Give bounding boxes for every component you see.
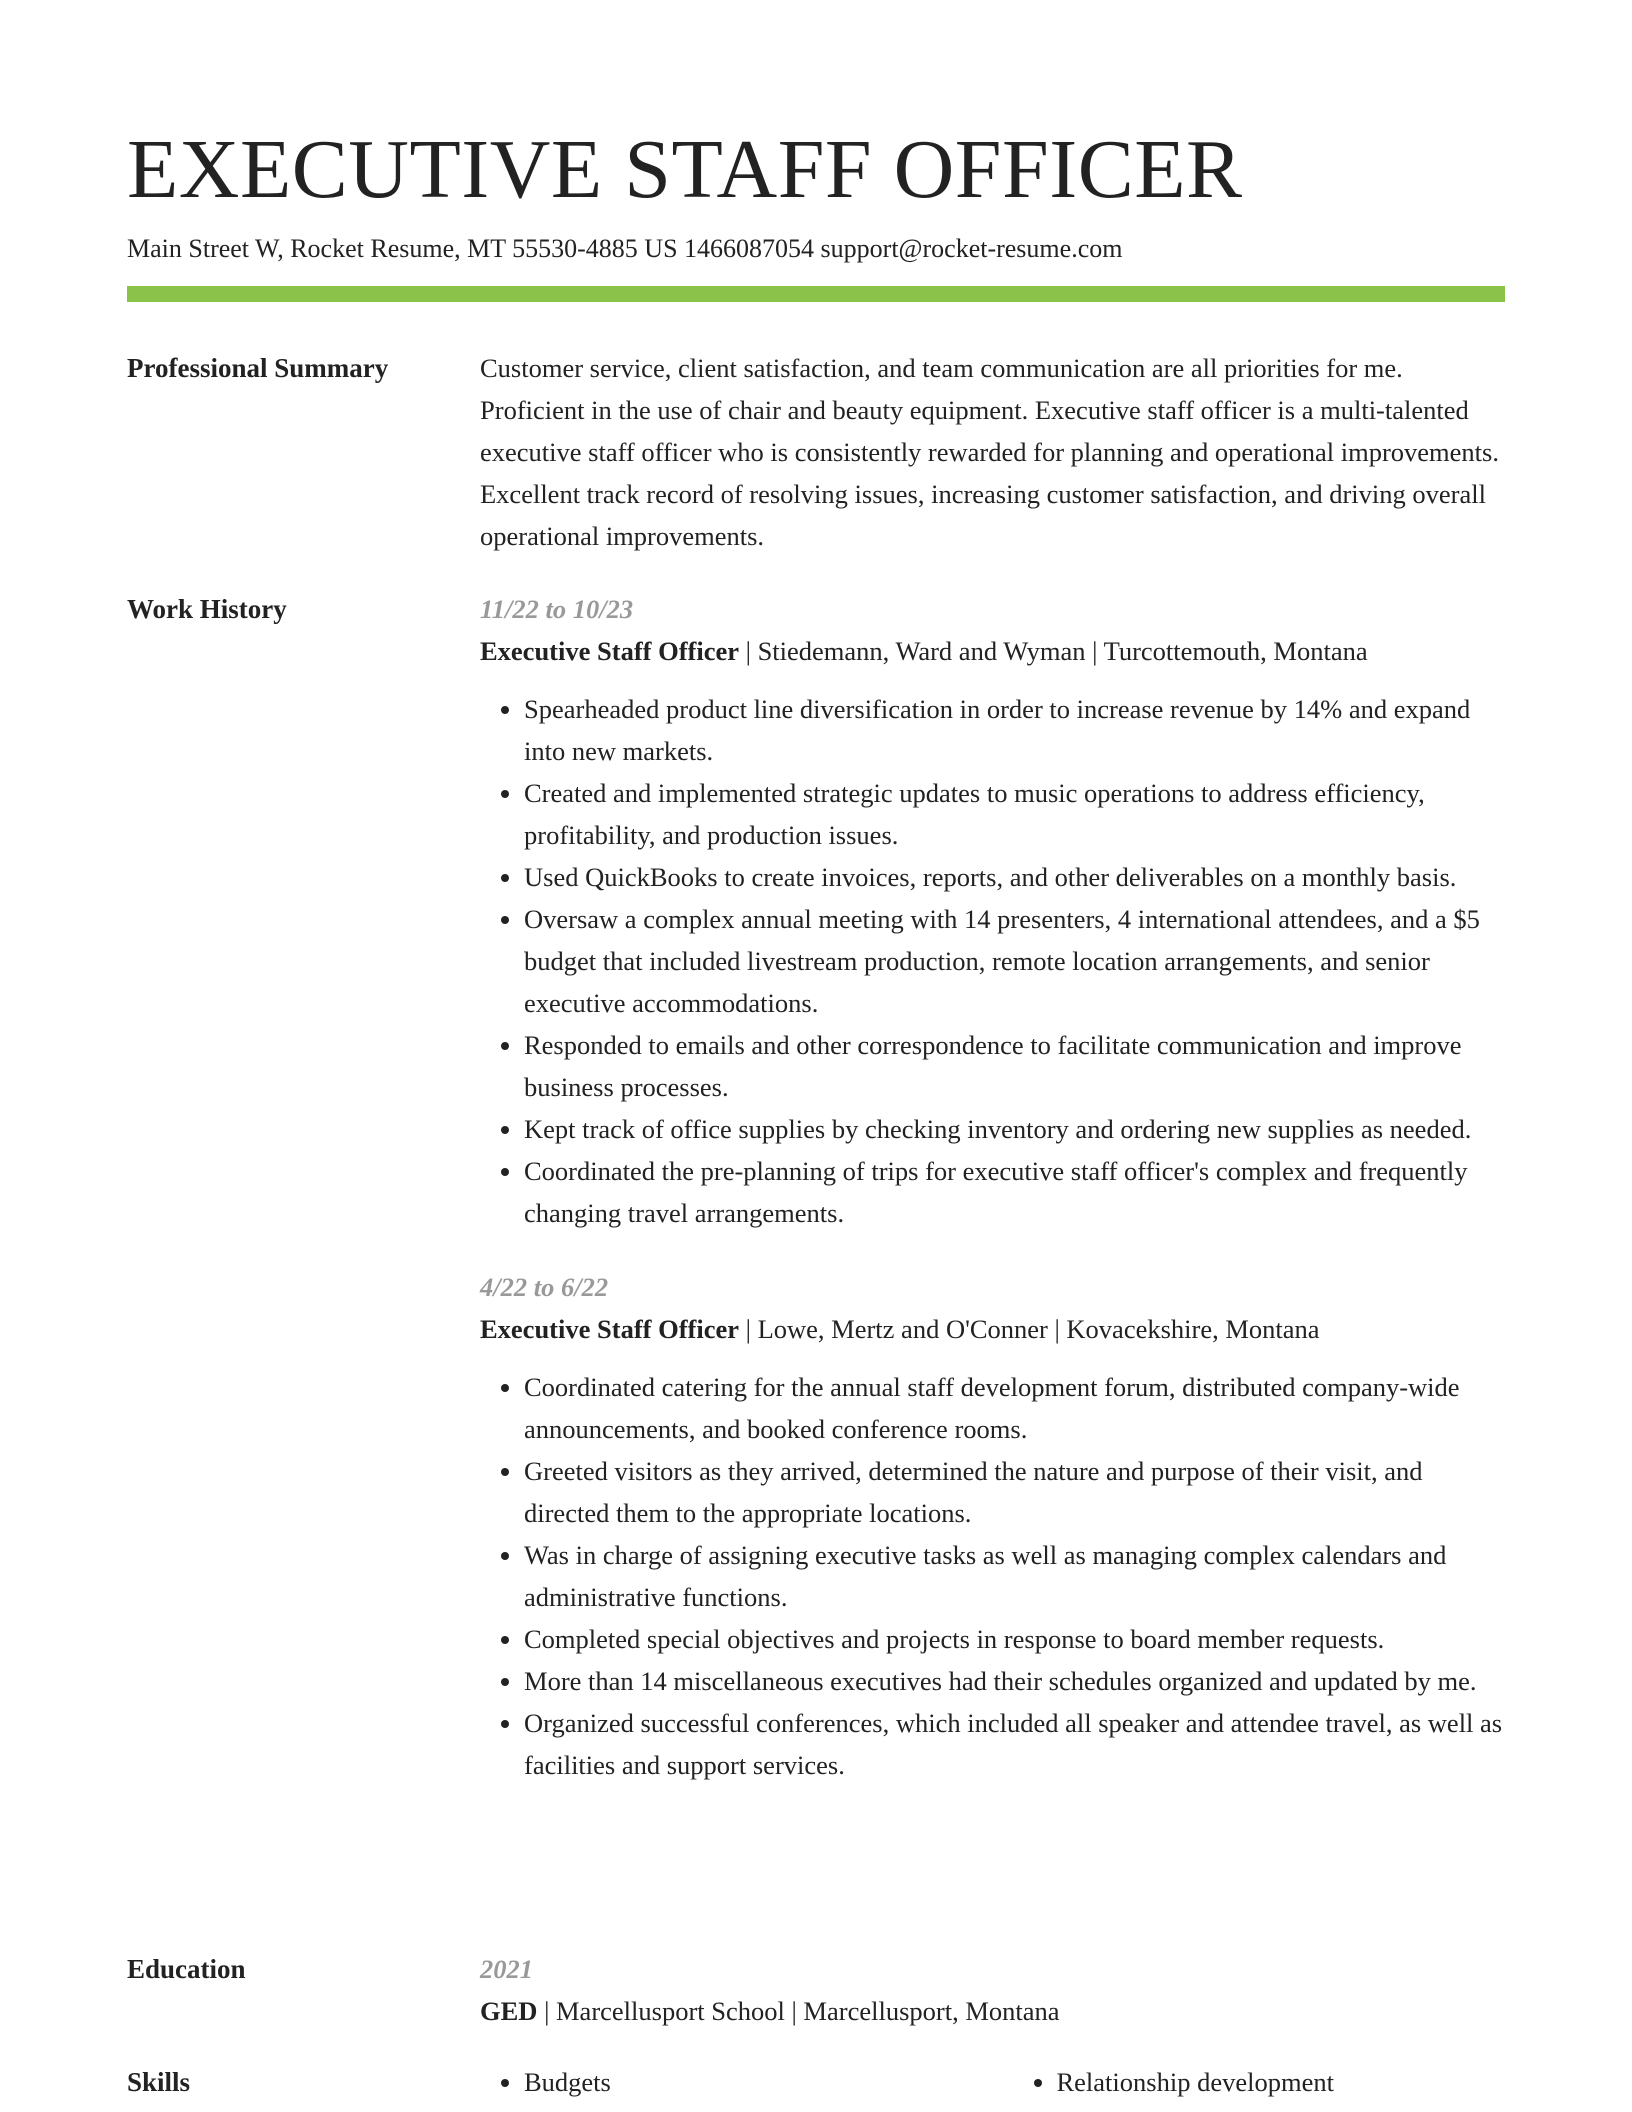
job-bullet: • Responded to emails and other correspondence to facilitate communication and improve business processes. <box>524 1024 1505 1108</box>
job-bullet: • Spearheaded product line diversification in order to increase revenue by 14% and expand into new markets. <box>524 688 1505 772</box>
job-bullet: • Was in charge of assigning executive tasks as well as managing complex calendars and administrative functions. <box>524 1534 1505 1618</box>
skills-grid <box>480 2061 1505 2103</box>
job-bullet: • Coordinated catering for the annual staff development forum, distributed company-wide announcements, and booked conference rooms. <box>524 1366 1505 1450</box>
skills-column-right <box>1013 2061 1506 2103</box>
skills-body <box>480 2061 1505 2103</box>
summary-label: Professional Summary <box>127 353 389 383</box>
skill-item: • Relationship development <box>1057 2061 1506 2103</box>
contact-line <box>127 231 1122 267</box>
education-degree: GED <box>480 1996 538 2026</box>
job-title: Executive Staff Officer <box>480 636 740 666</box>
job-bullets <box>480 1366 1505 1786</box>
skills-label: Skills <box>127 2067 191 2097</box>
job-bullet: • Used QuickBooks to create invoices, reports, and other deliverables on a monthly basis. <box>524 856 1505 898</box>
summary-text: Customer service, client satisfaction, and team communication are all priorities for me. Proficient in the use of chair and beauty equipment. Executive staff officer is a multi-talented executive staff officer who is consistently rewarded for planning and operational improvements. Excellent track record of resolving issues, increasing customer satisfaction, and driving overall operational improvements. <box>480 353 1499 551</box>
work-history-body <box>480 588 1505 1786</box>
job-bullet: • Greeted visitors as they arrived, determined the nature and purpose of their visit, and directed them to the appropriate locations. <box>524 1450 1505 1534</box>
job-role-line <box>480 630 1505 672</box>
job-details: | Stiedemann, Ward and Wyman | Turcottemouth, Montana <box>739 636 1368 666</box>
skills-column-left <box>480 2061 973 2103</box>
job-entry <box>480 1266 1505 1786</box>
summary-body <box>480 347 1505 557</box>
job-dates: 11/22 to 10/23 <box>480 594 634 624</box>
job-bullet: • Completed special objectives and projects in response to board member requests. <box>524 1618 1505 1660</box>
education-body <box>480 1948 1505 2032</box>
work-history-label: Work History <box>127 594 287 624</box>
contact-address: Main Street W, Rocket Resume, MT 55530-4885 US <box>127 234 678 263</box>
education-line <box>480 1990 1505 2032</box>
accent-divider <box>127 286 1505 302</box>
contact-email: support@rocket-resume.com <box>820 234 1123 263</box>
job-entry <box>480 588 1505 1234</box>
contact-phone: 1466087054 <box>684 234 815 263</box>
job-role-line <box>480 1308 1505 1350</box>
job-bullet: • Created and implemented strategic updates to music operations to address efficiency, profitability, and production issues. <box>524 772 1505 856</box>
resume-name: EXECUTIVE STAFF OFFICER <box>127 123 1243 216</box>
education-label: Education <box>127 1954 246 1984</box>
education-year: 2021 <box>480 1954 533 1984</box>
job-dates: 4/22 to 6/22 <box>480 1272 609 1302</box>
job-bullet: • Oversaw a complex annual meeting with 14 presenters, 4 international attendees, and a $5 budget that included livestream production, remote location arrangements, and senior executive accommodations. <box>524 898 1505 1024</box>
job-details: | Lowe, Mertz and O'Conner | Kovacekshire, Montana <box>739 1314 1320 1344</box>
skill-item: • Budgets <box>524 2061 973 2103</box>
job-bullet: • More than 14 miscellaneous executives had their schedules organized and updated by me. <box>524 1660 1505 1702</box>
job-bullet: • Coordinated the pre-planning of trips for executive staff officer's complex and frequently changing travel arrangements. <box>524 1150 1505 1234</box>
job-bullet: • Organized successful conferences, which included all speaker and attendee travel, as well as facilities and support services. <box>524 1702 1505 1786</box>
job-bullet: • Kept track of office supplies by checking inventory and ordering new supplies as needed. <box>524 1108 1505 1150</box>
job-bullets <box>480 688 1505 1234</box>
job-title: Executive Staff Officer <box>480 1314 740 1344</box>
education-details: | Marcellusport School | Marcellusport, Montana <box>537 1996 1060 2026</box>
